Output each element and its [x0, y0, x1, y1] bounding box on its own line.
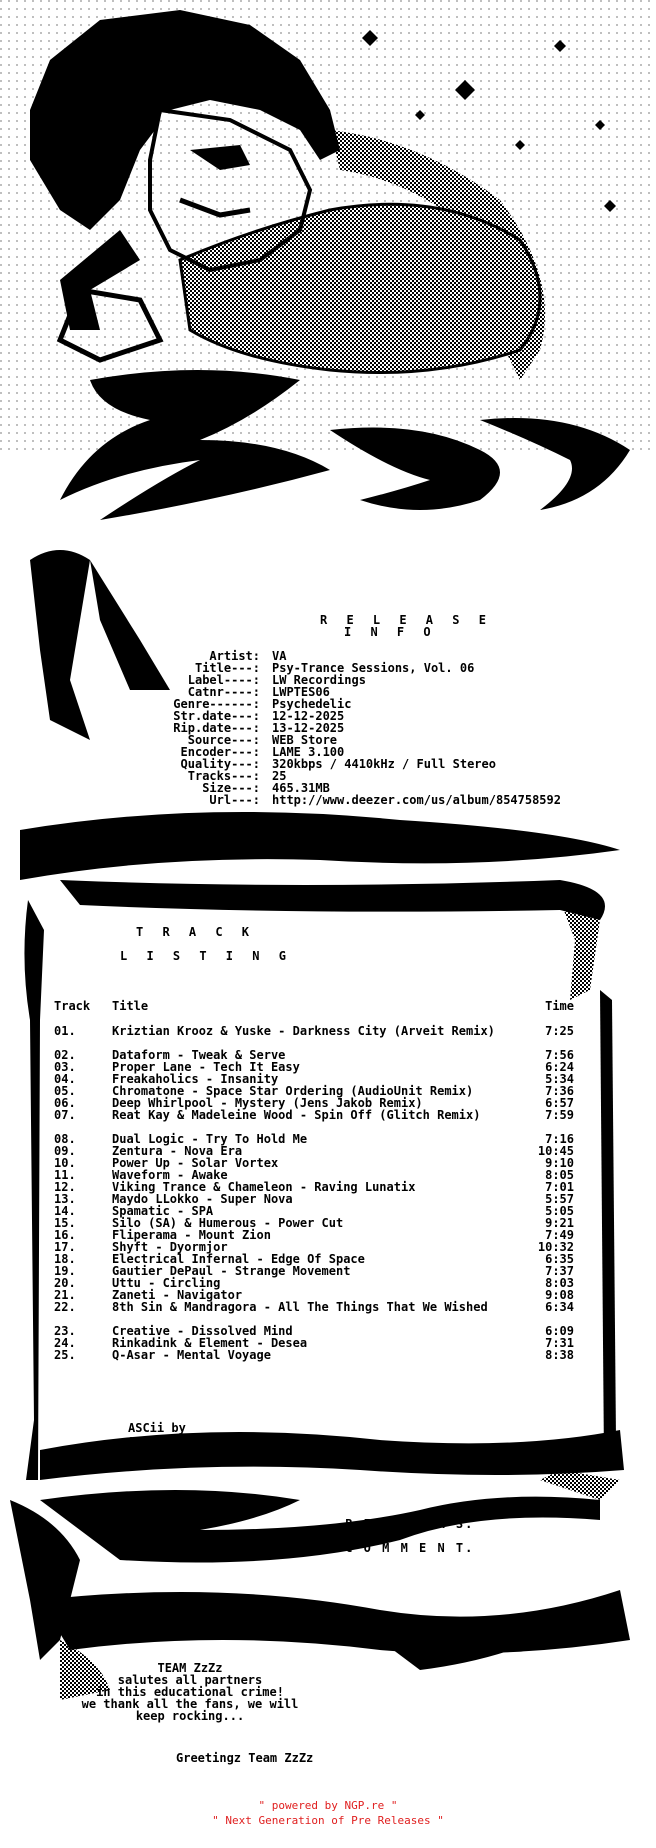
greetings: Greetingz Team ZzZz: [176, 1751, 314, 1765]
track-time: 6:35: [545, 1252, 574, 1266]
track-number: 16.: [54, 1228, 76, 1242]
track-number: 15.: [54, 1216, 76, 1230]
info-value: 320kbps / 4410kHz / Full Stereo: [272, 757, 496, 771]
track-row: [54, 1349, 574, 1361]
ascii-credit-line1: ASCii by: [128, 1421, 186, 1435]
info-key: Encoder---:: [180, 745, 260, 759]
track-number: 05.: [54, 1084, 76, 1098]
info-value: 13-12-2025: [272, 721, 345, 735]
track-title: Spamatic - SPA: [112, 1204, 214, 1218]
track-time: 6:57: [545, 1096, 574, 1110]
track-title: Dataform - Tweak & Serve: [112, 1048, 286, 1062]
info-key: Catnr----:: [187, 685, 260, 699]
track-number: 07.: [54, 1108, 76, 1122]
track-number: 19.: [54, 1264, 76, 1278]
track-row: [54, 1301, 574, 1325]
track-row: [54, 1025, 574, 1049]
track-time: 6:34: [545, 1300, 574, 1314]
info-key: Size---:: [202, 781, 260, 795]
track-title: Shyft - Dyormjor: [112, 1240, 228, 1254]
comment-line: TEAM ZzZz: [157, 1661, 223, 1675]
info-value: LAME 3.100: [272, 745, 345, 759]
track-title: Q-Asar - Mental Voyage: [112, 1348, 271, 1362]
track-time: 10:32: [537, 1240, 574, 1254]
info-key: Source---:: [187, 733, 260, 747]
info-value: LW Recordings: [272, 673, 366, 687]
track-title: Fliperama - Mount Zion: [112, 1228, 271, 1242]
release-label: R E L E A S E: [320, 613, 492, 627]
powered-by-link[interactable]: " powered by NGP.re ": [258, 1799, 398, 1812]
info-value: http://www.deezer.com/us/album/854758592: [272, 793, 561, 807]
track-title: Chromatone - Space Star Ordering (AudioUnit Remix): [112, 1084, 474, 1098]
comment-line: we thank all the fans, we will: [81, 1697, 299, 1711]
team-comment: [50, 1662, 330, 1722]
track-time: 8:03: [545, 1276, 574, 1290]
ascii-credit-line2: gonz_ZzZz: [128, 1433, 194, 1447]
track-table-header: [54, 1000, 574, 1012]
col-track-header: Track: [54, 999, 91, 1013]
info-value: 12-12-2025: [272, 709, 345, 723]
track-title: Freakaholics - Insanity: [112, 1072, 279, 1086]
track-time: 7:16: [545, 1132, 574, 1146]
comment-line: keep rocking...: [135, 1709, 245, 1723]
track-time: 7:31: [545, 1336, 574, 1350]
info-key: Tracks---:: [187, 769, 260, 783]
info-value: VA: [272, 649, 287, 663]
listing-label: L I S T I N G: [120, 949, 292, 963]
comment-label: .C O M M E N T.: [336, 1541, 475, 1555]
info-key: Str.date---:: [173, 709, 260, 723]
track-number: 10.: [54, 1156, 76, 1170]
release-info-table: [100, 650, 620, 806]
track-time: 6:09: [545, 1324, 574, 1338]
track-time: 7:49: [545, 1228, 574, 1242]
info-value: 465.31MB: [272, 781, 330, 795]
info-key: Url---:: [209, 793, 260, 807]
track-title: 8th Sin & Mandragora - All The Things That We Wished: [112, 1300, 488, 1314]
track-number: 12.: [54, 1180, 76, 1194]
track-number: 02.: [54, 1048, 76, 1062]
track-number: 06.: [54, 1096, 76, 1110]
track-label: T R A C K: [136, 925, 256, 939]
info-value: WEB Store: [272, 733, 338, 747]
track-time: 5:57: [545, 1192, 574, 1206]
info-key: Label----:: [187, 673, 260, 687]
info-row: [100, 734, 620, 746]
track-title: Electrical Infernal - Edge Of Space: [112, 1252, 365, 1266]
info-key: Title---:: [194, 661, 260, 675]
track-title: Silo (SA) & Humerous - Power Cut: [112, 1216, 344, 1230]
track-title: Viking Trance & Chameleon - Raving Lunatix: [112, 1180, 416, 1194]
track-number: 21.: [54, 1288, 76, 1302]
track-title: Deep Whirlpool - Mystery (Jens Jakob Remix): [112, 1096, 423, 1110]
rippers-label: .R I P P E R S.: [336, 1517, 475, 1531]
track-title: Power Up - Solar Vortex: [112, 1156, 279, 1170]
track-list: [54, 1025, 574, 1361]
info-value: Psychedelic: [272, 697, 352, 711]
track-time: 9:21: [545, 1216, 574, 1230]
track-time: 8:38: [545, 1348, 574, 1362]
track-title: Uttu - Circling: [112, 1276, 221, 1290]
track-title: Maydo LLokko - Super Nova: [112, 1192, 293, 1206]
track-time: 7:59: [545, 1108, 574, 1122]
track-number: 08.: [54, 1132, 76, 1146]
info-value: Psy-Trance Sessions, Vol. 06: [272, 661, 475, 675]
track-time: 7:37: [545, 1264, 574, 1278]
track-title: Kriztian Krooz & Yuske - Darkness City (Arveit Remix): [112, 1024, 495, 1038]
track-number: 18.: [54, 1252, 76, 1266]
track-time: 7:01: [545, 1180, 574, 1194]
track-title: Dual Logic - Try To Hold Me: [112, 1132, 308, 1146]
info-label: I N F O: [344, 625, 437, 639]
track-title: Gautier DePaul - Strange Movement: [112, 1264, 351, 1278]
track-number: 14.: [54, 1204, 76, 1218]
info-row: [100, 770, 620, 782]
track-number: 13.: [54, 1192, 76, 1206]
footer: [0, 1798, 656, 1828]
info-key: Rip.date---:: [173, 721, 260, 735]
track-title: Creative - Dissolved Mind: [112, 1324, 293, 1338]
info-row: [100, 794, 620, 806]
track-number: 11.: [54, 1168, 76, 1182]
track-number: 20.: [54, 1276, 76, 1290]
track-number: 03.: [54, 1060, 76, 1074]
info-row: [100, 674, 620, 686]
track-time: 5:05: [545, 1204, 574, 1218]
track-time: 10:45: [537, 1144, 574, 1158]
track-title: Reat Kay & Madeleine Wood - Spin Off (Glitch Remix): [112, 1108, 481, 1122]
track-time: 5:34: [545, 1072, 574, 1086]
track-number: 17.: [54, 1240, 76, 1254]
track-time: 6:24: [545, 1060, 574, 1074]
track-row: [54, 1109, 574, 1133]
track-title: Rinkadink & Element - Desea: [112, 1336, 308, 1350]
track-title: Waveform - Awake: [112, 1168, 228, 1182]
track-time: 7:56: [545, 1048, 574, 1062]
track-number: 01.: [54, 1024, 76, 1038]
track-number: 25.: [54, 1348, 76, 1362]
comment-line: in this educational crime!: [96, 1685, 284, 1699]
info-value: 25: [272, 769, 287, 783]
track-number: 04.: [54, 1072, 76, 1086]
track-time: 8:05: [545, 1168, 574, 1182]
divider-swirl: [20, 812, 620, 1000]
info-key: Genre------:: [173, 697, 260, 711]
comment-line: salutes all partners: [117, 1673, 263, 1687]
col-time-header: Time: [545, 999, 574, 1013]
track-time: 9:10: [545, 1156, 574, 1170]
track-time: 9:08: [545, 1288, 574, 1302]
info-key: Quality---:: [180, 757, 260, 771]
track-time: 7:36: [545, 1084, 574, 1098]
track-title: Proper Lane - Tech It Easy: [112, 1060, 300, 1074]
track-number: 23.: [54, 1324, 76, 1338]
info-row: [100, 722, 620, 734]
track-time: 7:25: [545, 1024, 574, 1038]
info-value: LWPTES06: [272, 685, 330, 699]
col-title-header: Title: [112, 999, 149, 1013]
track-title: Zaneti - Navigator: [112, 1288, 243, 1302]
track-number: 22.: [54, 1300, 76, 1314]
track-number: 09.: [54, 1144, 76, 1158]
info-key: Artist:: [209, 649, 260, 663]
track-number: 24.: [54, 1336, 76, 1350]
footer-tagline: " Next Generation of Pre Releases ": [212, 1814, 444, 1827]
info-row: [100, 758, 620, 770]
track-title: Zentura - Nova Era: [112, 1144, 243, 1158]
